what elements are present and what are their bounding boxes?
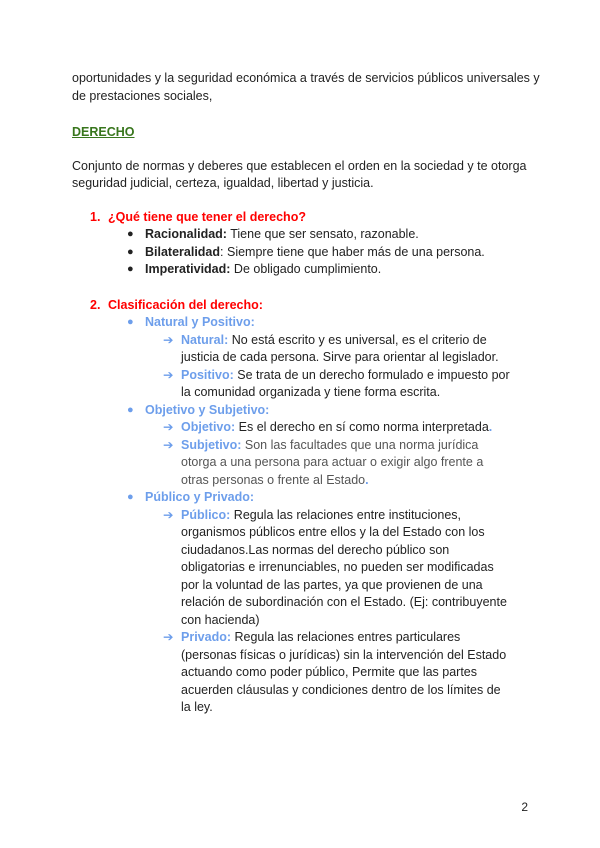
sub-text-end: . (365, 472, 369, 487)
sub-item (145, 437, 511, 490)
sub-term: Objetivo: (181, 420, 236, 434)
bullet-icon: ● (127, 228, 134, 240)
arrow-right-icon: ➔ (163, 630, 174, 644)
sub-term: Positivo: (181, 367, 234, 382)
list-item (72, 244, 542, 262)
group-label: Objetivo y Subjetivo: (145, 402, 270, 417)
sub-text: No está escrito y es universal, es el criterio de justicia de cada persona. Sirve para orientar al legislador. (181, 332, 499, 364)
list-item (72, 226, 542, 244)
heading-2 (90, 297, 542, 315)
bullet-icon: ● (127, 491, 134, 503)
sub-text: Regula las relaciones entre instituciones, organismos públicos entre ellos y la del Estado con los ciudadanos.Las normas del derecho público son obligatorias e irrenunciables, no pueden ser modificadas por la voluntad de las partes, ya que provienen de una relación de subordinación con el Estado. (Ej: contribuyente con hacienda) (181, 507, 507, 627)
term: Racionalidad: (145, 227, 227, 241)
sub-item (145, 419, 511, 437)
heading-2-title: Clasificación del derecho: (108, 297, 263, 312)
arrow-right-icon: ➔ (163, 437, 174, 452)
section-title: DERECHO (72, 125, 135, 139)
bullet-icon: ● (127, 316, 134, 328)
group-label: Natural y Positivo: (145, 315, 255, 329)
classification-group (72, 402, 542, 490)
heading-1 (90, 209, 542, 227)
sub-list (145, 419, 542, 489)
page-number: 2 (521, 800, 528, 814)
sub-term: Natural: (181, 332, 229, 347)
classification-group (72, 314, 542, 402)
bullet-icon: ● (127, 245, 134, 258)
page-content (72, 70, 542, 717)
sub-item (145, 332, 511, 367)
arrow-right-icon: ➔ (163, 367, 174, 382)
arrow-right-icon: ➔ (163, 332, 174, 347)
heading-2-number: 2. (90, 297, 101, 312)
group-label: Público y Privado: (145, 490, 255, 504)
definition-paragraph: Conjunto de normas y deberes que establecen el orden en la sociedad y te otorga seguridad judicial, certeza, igualdad, libertad y justicia. (72, 158, 527, 190)
list-item (72, 261, 542, 279)
sub-text: Son las facultades que una norma jurídica otorga a una persona para actuar o exigir algo frente a otras personas o frente al Estado (181, 437, 484, 487)
sub-text: Es el derecho en sí como norma interpretada (235, 420, 489, 434)
requirements-list (72, 226, 542, 279)
arrow-right-icon: ➔ (163, 420, 174, 434)
sub-list (145, 332, 542, 402)
term-text: Tiene que ser sensato, razonable. (226, 227, 419, 241)
sub-list (145, 507, 542, 717)
term-text: De obligado cumplimiento. (230, 262, 382, 276)
term: Imperatividad: (145, 262, 231, 276)
bullet-icon: ● (127, 263, 134, 275)
sub-item (145, 367, 511, 402)
sub-item (145, 507, 511, 630)
sub-text: Se trata de un derecho formulado e impuesto por la comunidad organizada y tiene forma escrita. (181, 367, 510, 399)
term: Bilateralidad (145, 244, 221, 259)
heading-1-number: 1. (90, 209, 101, 224)
sub-term: Privado: (181, 630, 232, 644)
classification-group (72, 489, 542, 717)
sub-text-end: . (488, 420, 493, 434)
sub-text: Regula las relaciones entres particulares (personas físicas o jurídicas) sin la intervención del Estado actuando como poder público, Permite que las partes acuerden cláusulas y condiciones dentro de los límites de la ley. (181, 630, 507, 714)
sub-item (145, 629, 511, 717)
term-text: : Siempre tiene que haber más de una persona. (220, 244, 485, 259)
sub-term: Público: (181, 507, 231, 522)
heading-1-title: ¿Qué tiene que tener el derecho? (108, 209, 306, 224)
sub-term: Subjetivo: (181, 437, 242, 452)
bullet-icon: ● (127, 403, 134, 416)
classification-list (72, 314, 542, 717)
intro-paragraph: oportunidades y la seguridad económica a través de servicios públicos universales y de prestaciones sociales, (72, 71, 540, 103)
arrow-right-icon: ➔ (163, 507, 174, 522)
